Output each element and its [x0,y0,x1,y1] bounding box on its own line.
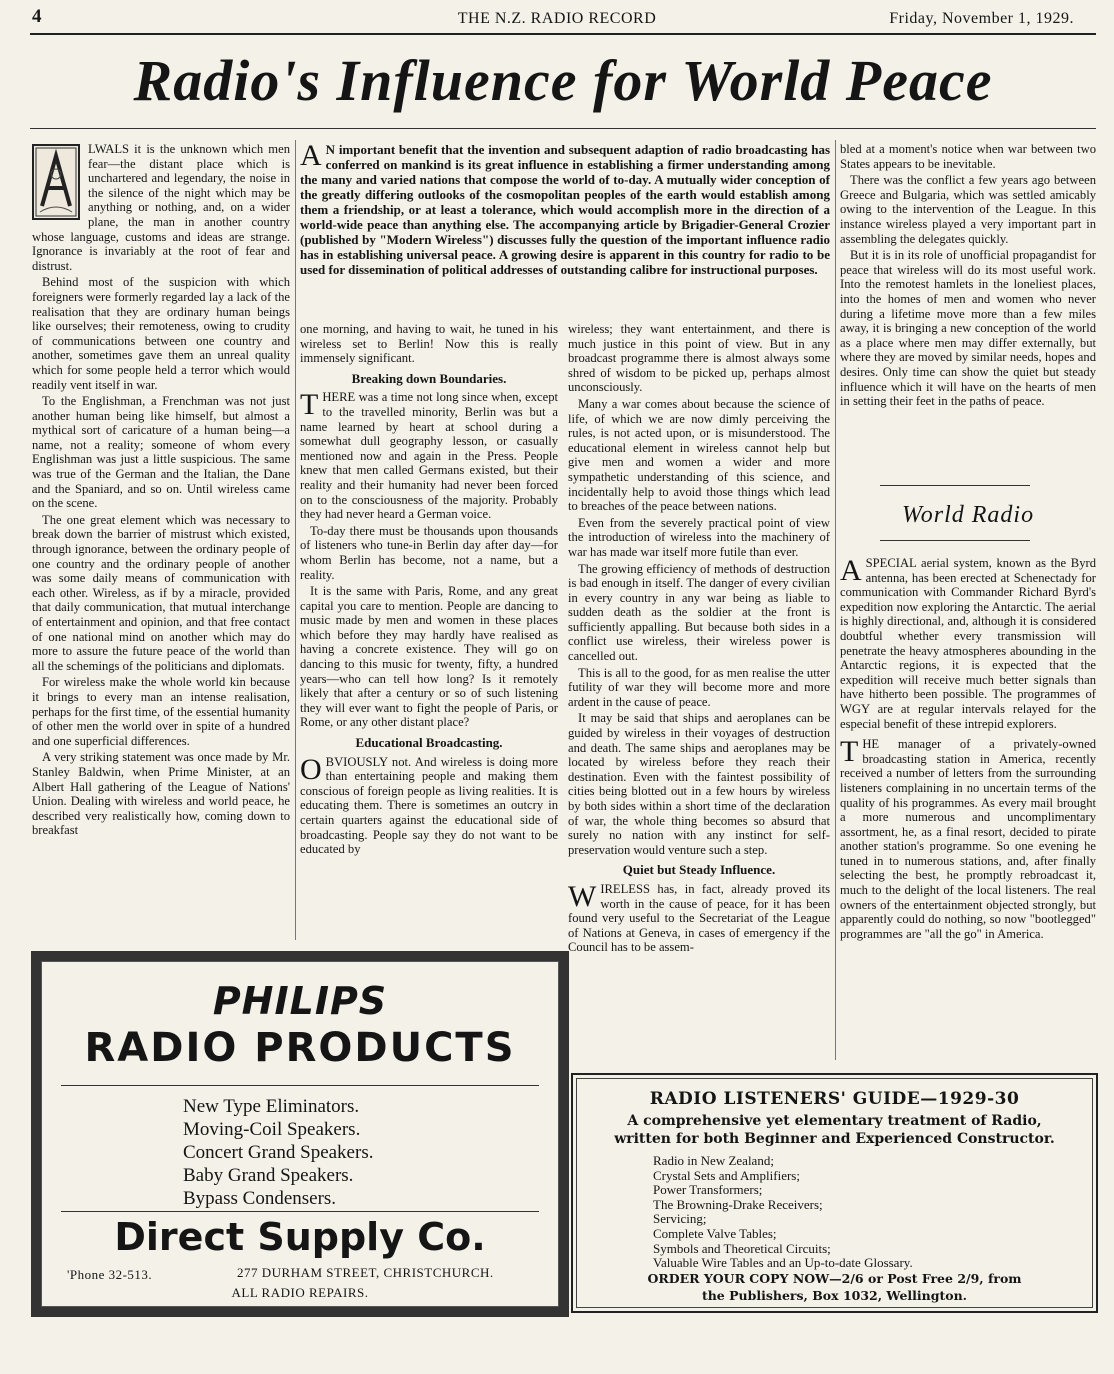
paragraph [300,390,558,521]
paragraph: The growing efficiency of methods of destruction is bad enough in itself. The danger of every civilian in every country in any war being as liable to sudden death as the soldier at the front is sufficiently appalling. But because both sides in a conflict use wireless, their wireless power is cancelled out. [568,561,830,664]
publication-name: THE N.Z. RADIO RECORD [457,10,657,27]
paragraph: It may be said that ships and aeroplanes can be guided by wireless in their voyages of destruction and death. The same ships and aeroplanes may be located by wireless before they reach their destination. Even with the faintest possibility of cities being blotted out in a few hours by wireless by both sides within a short time of the declaration of war, the whole thing becomes so absurd that surely no nation with any instinct for self-preservation would venture such a step. [568,711,830,857]
ad-heading: RADIO PRODUCTS [84,1025,516,1071]
article-column-2 [300,322,558,859]
list-item: Concert Grand Speakers. [183,1142,374,1163]
paragraph: To-day there must be thousands upon thousands of listeners who tune-in Berlin day after day—for whom Berlin has become, not a name, but a reality. [300,523,558,582]
paragraph: Even from the severely practical point of view the introduction of wireless into the machinery of war has made war itself more futile than ever. [568,515,830,559]
paragraph: To the Englishman, a Frenchman was not just another human being like himself, but almost a mythical sort of caricature of a human being—a name, not a reality; someone of whom every Englishman was just a little suspicious. The same was true of the German and the Italian, the Dane and the Spaniard, and so on. Until wireless came on the scene. [32,394,290,511]
page-number: 4 [32,6,42,27]
list-item: Baby Grand Speakers. [183,1165,354,1186]
headline-rule [30,128,1096,129]
paragraph: But it is in its role of unofficial propagandist for peace that wireless will do its most useful work. Into the remotest hamlets in the loneliest places, into the homes of men and women who never during a lifetime move more than a few miles away, it is bringing a new conception of the world as a place where men may differ externally, but where they are moved by similar needs, hopes and desires. Only time can show the quiet but steady influence which it will have on the hearts of men in setting their feet in the paths of peace. [840,248,1096,409]
listeners-guide-advertisement [571,1073,1098,1313]
drop-initial: T [840,735,859,769]
list-item: Valuable Wire Tables and an Up-to-date Glossary. [653,1255,913,1271]
paragraph: It is the same with Paris, Rome, and any great capital you care to mention. People are dancing to music made by men and women in these places which before they may hardly have realised as having a concrete existence. They will go on dancing to this music for twenty, fifty, a hundred years—who can tell how long? Is it remotely likely that after a century or so of such listening they will ever want to fight the people of Paris, or Rome, or any other distant place? [300,584,558,730]
paragraph-text: HE manager of a privately-owned broadcasting station in America, recently received a number of letters from the surrounding listeners complaining in no uncertain terms of the quality of his programmes. As every mail brought a more numerous and uncomplimentary assortment, he, as a final resort, decided to pirate another station's programme. So one evening he tuned in to numerous stations, and, after finally selecting the best, he promptly rebroadcast it, much to the delight of the local listeners. The real owners of the entertainment objected strongly, but apparently could do nothing, so now "bootlegged" programmes are "all the go" in America. [840,737,1096,941]
guide-order-line: ORDER YOUR COPY NOW—2/6 or Post Free 2/9, from [647,1271,1022,1286]
article-column-1 [32,142,290,840]
paragraph: Many a war comes about because the science of life, of which we are now dimly perceiving the rules, is not acted upon, or is misunderstood. The educational element in wireless cannot help but give men and women a wider and more sympathetic understanding of this science, and incidentally help to avoid those things which lead to breaches of the peace between nations. [568,396,830,514]
paragraph: There was the conflict a few years ago between Greece and Bulgaria, which was settled amicably owing to the intervention of the League. In this instance wireless played a very important part in assembling the delegates quickly. [840,173,1096,246]
list-item: Complete Valve Tables; [653,1225,777,1241]
list-item: Moving-Coil Speakers. [183,1119,361,1140]
ad-address: 277 DURHAM STREET, CHRISTCHURCH. [237,1265,494,1280]
article-column-3 [568,322,830,957]
paragraph-text: HERE was a time not long since when, except to the travelled minority, Berlin was but a name learned by heart at school during a somewhat dull geography lesson, or casually mentioned now and again in the Press. People knew that men called Germans existed, but their reality and their humanity had never been forced on to the consciousness of the majority. Probably they had never heard a German voice. [300,390,558,522]
ad-rule [61,1211,539,1212]
list-item: Servicing; [653,1211,707,1227]
list-item: Crystal Sets and Amplifiers; [653,1167,800,1183]
guide-subtitle: written for both Beginner and Experienced Constructor. [614,1131,1055,1147]
decorative-initial-illustration [32,144,80,220]
paragraph [568,879,830,955]
issue-date: Friday, November 1, 1929. [889,10,1074,27]
article-intro [300,139,830,277]
paragraph: Behind most of the suspicion with which foreigners were formerly regarded lay a lack of the realisation that they are ordinary human beings like ourselves; their remoteness, owing to crudity of communications between one country and another, sometimes gave them an unreal quality which for some people held a terror which would readily vent itself in war. [32,275,290,392]
world-radio-section [840,556,1096,943]
ad-phone: 'Phone 32-513. [67,1267,153,1282]
drop-initial: T [300,388,319,422]
drop-initial: W [568,879,597,913]
subheading: Educational Broadcasting. [355,735,503,751]
ad-rule [61,1085,539,1086]
article-headline: Radio's Influence for World Peace [133,48,993,113]
ad-brand: PHILIPS [212,979,388,1023]
world-radio-title: World Radio [901,502,1035,528]
guide-contents-list [653,1154,913,1271]
paragraph: LWALS it is the unknown which men fear—the distant place which is unchartered and legendary, the noise in the silence of the night which may be anything or nothing, and, on a wider plane, the man in another country whose language, customs and ideas are strange. Ignorance is invariably at the root of fear and distrust. [32,142,290,273]
list-item: Bypass Condensers. [183,1188,337,1209]
intro-text: N important benefit that the invention and subsequent adaption of radio broadcasting has conferred on mankind is its great influence in establishing a firmer understanding among the many and varied nations that compose the world of to-day. A mutually wider conception of the greatly differing outlooks of the cosmopolitan peoples of the earth would establish among them a friendship, or at least a tolerance, which would accomplish more in the direction of a world-wide peace than anything else. The accompanying article by Brigadier-General Crozier (published by "Modern Wireless") discusses fully the question of the important influence radio has in establishing universal peace. A growing desire is apparent in this country for radio to be used for dissemination of political addresses of outstanding calibre for instructional purposes. [300,142,830,277]
paragraph-text: SPECIAL aerial system, known as the Byrd antenna, has been erected at Schenectady for communication with Commander Richard Byrd's expedition now exploring the Antarctic. The aerial is highly directional, and, although it is considered doubtful whether every transmission will penetrate the heavy atmospheres abounding in the Antarctic regions, it is expected that the expedition will receive much better signals than have hitherto been possible. The programmes of WGY are at regular intervals relayed for the especial benefit of these intrepid explorers. [840,556,1096,731]
paragraph-text: IRELESS has, in fact, already proved its worth in the cause of peace, for it has been found very useful to the Secretariat of the League of Nations at Geneva, in cases of emergency if the Council has to be assem- [568,881,830,955]
philips-advertisement [32,952,568,1316]
guide-title: RADIO LISTENERS' GUIDE—1929-30 [649,1089,1020,1109]
list-item: The Browning-Drake Receivers; [653,1196,823,1212]
section-rule [880,485,1030,486]
list-item: Symbols and Theoretical Circuits; [653,1240,831,1256]
paragraph: The one great element which was necessary to break down the barrier of mistrust which existed, through ignorance, between the ordinary people of one country and the ordinary people of another was some daily means of communication with each other. Wireless, as if by a miracle, provided that daily communication, that mutual interchange of entertainment and opinion, and that free contact of one national mind on another which may do more to assure the future peace of the world than all the schemings of the politicians and diplomats. [32,512,290,673]
paragraph: For wireless make the whole world kin because it brings to every man an intense realisation, perhaps for the first time, of the essential humanity of other men the world over in spite of a hundred and one superficial differences. [32,675,290,748]
paragraph: one morning, and having to wait, he tuned in his wireless set to Berlin! Now this is really immensely significant. [300,322,558,366]
paragraph: A very striking statement was once made by Mr. Stanley Baldwin, when Prime Minister, at an Albert Hall gathering of the League of Nations' Union. Dealing with wireless and world peace, he described very realistically how, coming down to breakfast [32,750,290,838]
paragraph [840,556,1096,731]
list-item: Radio in New Zealand; [653,1153,774,1168]
column-rule [835,140,836,1060]
ad-repairs: ALL RADIO REPAIRS. [231,1285,369,1300]
paragraph [840,737,1096,941]
intro-initial: A [300,139,322,172]
paragraph [300,752,558,857]
column-rule [295,140,296,940]
ad-product-list [183,1095,373,1210]
guide-publisher: the Publishers, Box 1032, Wellington. [701,1288,968,1303]
paragraph: This is all to the good, for as men realise the utter futility of war they will become more and more ardent in the cause of peace. [568,665,830,709]
guide-subtitle: A comprehensive yet elementary treatment of Radio, [627,1113,1042,1129]
paragraph-text: BVIOUSLY not. And wireless is doing more than entertaining people and making them conscious of foreign people as living realities. It is educating them. There is sometimes an outcry in certain quarters against the educational side of broadcasting. People say they do not want to be educated by [300,754,558,857]
header-rule [30,33,1096,35]
article-column-4 [840,142,1096,411]
paragraph: wireless; they want entertainment, and there is much justice in this point of view. But in any broadcast programme there is almost always some shred of wisdom to be picked up, perhaps almost unconsciously. [568,322,830,395]
drop-initial: A [840,554,862,587]
drop-initial: O [300,752,322,786]
section-rule [880,540,1030,541]
list-item: New Type Eliminators. [183,1096,360,1117]
list-item: Power Transformers; [653,1182,763,1198]
subheading: Quiet but Steady Influence. [622,862,776,878]
ad-company: Direct Supply Co. [114,1215,486,1259]
paragraph: bled at a moment's notice when war between two States appears to be inevitable. [840,142,1096,171]
subheading: Breaking down Boundaries. [351,370,507,386]
